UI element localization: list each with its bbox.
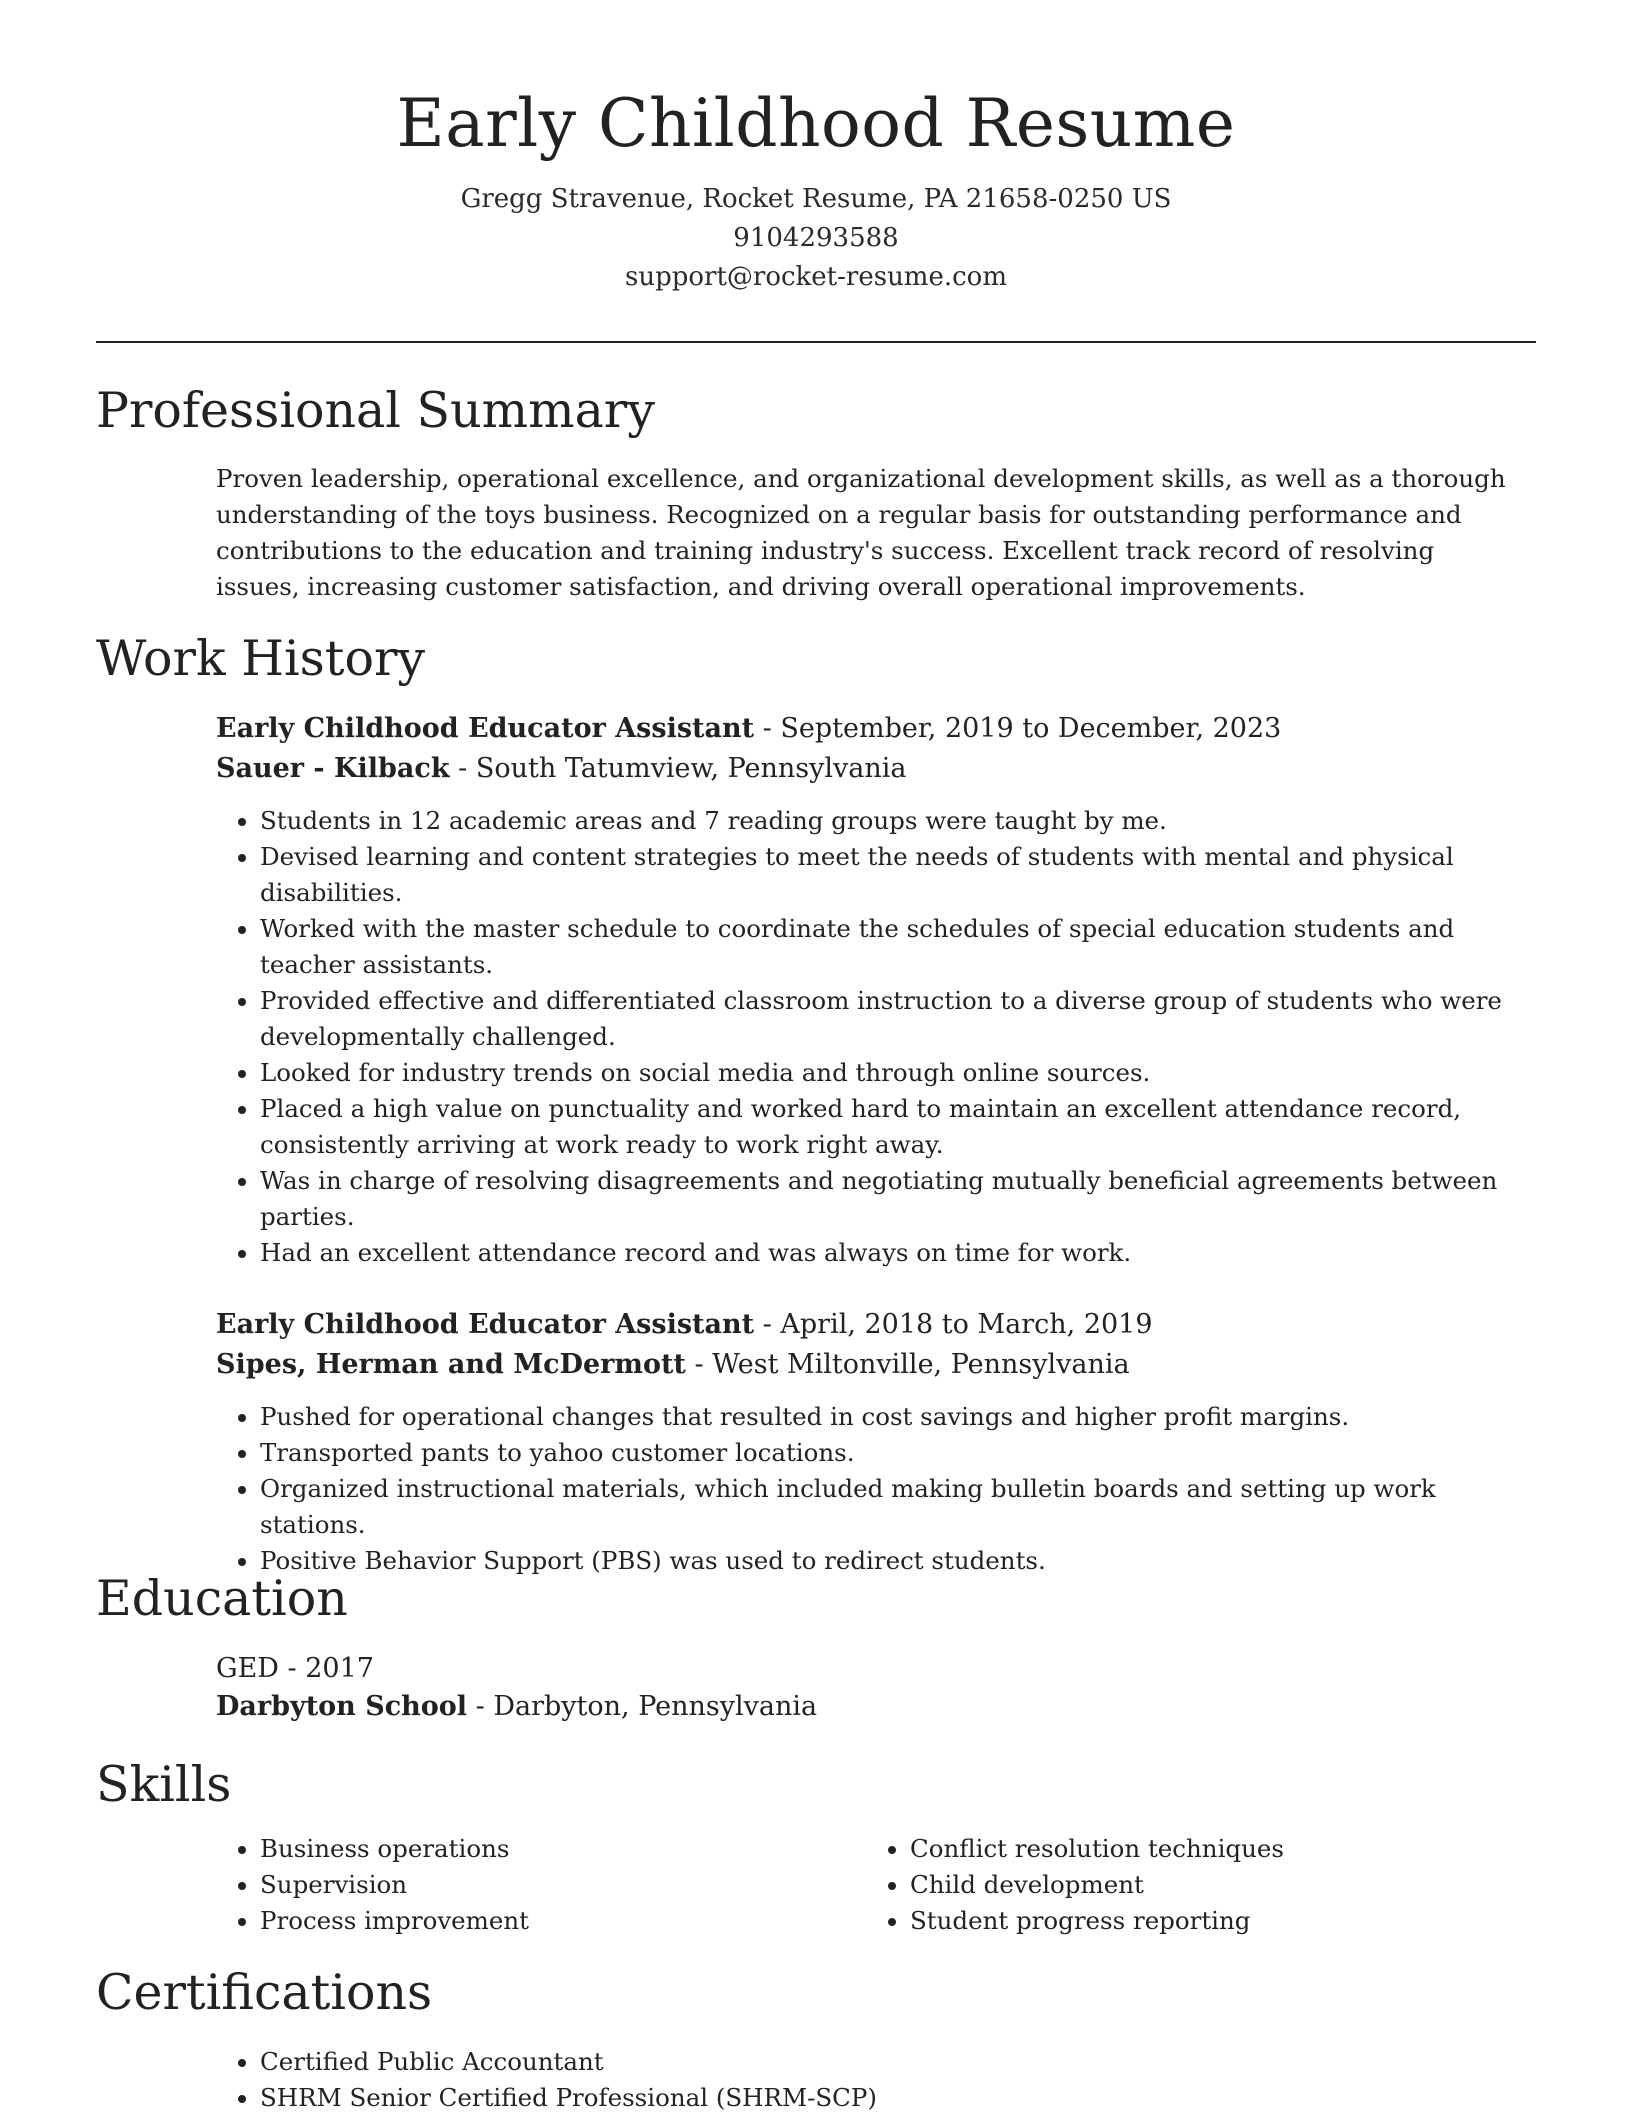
job-2-position: Early Childhood Educator Assistant	[216, 1309, 755, 1340]
list-item: • Looked for industry trends on social media and through online sources.	[260, 1055, 1506, 1091]
skills-left-column	[216, 1831, 856, 1939]
list-item: • Students in 12 academic areas and 7 reading groups were taught by me.	[260, 803, 1506, 839]
list-item: • Placed a high value on punctuality and worked hard to maintain an excellent attendance record, consistently arriving at work ready to work right away.	[260, 1091, 1506, 1163]
contact-address: Gregg Stravenue, Rocket Resume, PA 21658-0250 US	[460, 184, 1172, 214]
education-degree: GED - 2017	[216, 1653, 374, 1684]
list-item: • Worked with the master schedule to coordinate the schedules of special education students and teacher assistants.	[260, 911, 1506, 983]
list-item: • Supervision	[260, 1867, 856, 1903]
list-item: • Pushed for operational changes that resulted in cost savings and higher profit margins.	[260, 1399, 1506, 1435]
job-1-position: Early Childhood Educator Assistant	[216, 713, 755, 744]
summary-text: Proven leadership, operational excellence, and organizational development skills, as well as a thorough understanding of the toys business. Recognized on a regular basis for outstanding performance and contributions to the education and training industry's success. Excellent track record of resolving issues, increasing customer satisfaction, and driving overall operational improvements.	[216, 464, 1506, 601]
job-1-title-line	[216, 709, 1516, 749]
list-item: • Transported pants to yahoo customer locations.	[260, 1435, 1506, 1471]
job-2-company: Sipes, Herman and McDermott	[216, 1349, 686, 1380]
list-item: • Devised learning and content strategies to meet the needs of students with mental and physical disabilities.	[260, 839, 1506, 911]
contact-block	[96, 180, 1536, 297]
section-title-work-history: Work History	[96, 630, 426, 687]
certifications-list	[216, 2044, 1506, 2116]
section-title-skills: Skills	[96, 1756, 232, 1813]
contact-phone: 9104293588	[733, 223, 899, 253]
list-item: • Child development	[910, 1867, 1506, 1903]
job-2-location: - West Miltonville, Pennsylvania	[685, 1349, 1130, 1380]
job-1-company: Sauer - Kilback	[216, 753, 450, 784]
section-title-summary: Professional Summary	[96, 382, 655, 439]
job-2-company-line	[216, 1345, 1516, 1385]
section-title-certifications: Certifications	[96, 1964, 433, 2021]
job-1-bullets	[216, 803, 1506, 1271]
list-item: • Process improvement	[260, 1903, 856, 1939]
list-item: • Certified Public Accountant	[260, 2044, 1506, 2080]
education-location: - Darbyton, Pennsylvania	[467, 1691, 818, 1722]
list-item: • Positive Behavior Support (PBS) was used to redirect students.	[260, 1543, 1506, 1579]
skills-right-column	[866, 1831, 1506, 1939]
header-divider	[96, 341, 1536, 343]
job-1-dates: - September, 2019 to December, 2023	[754, 713, 1282, 744]
list-item: • Was in charge of resolving disagreements and negotiating mutually beneficial agreements between parties.	[260, 1163, 1506, 1235]
job-1-location: - South Tatumview, Pennsylvania	[449, 753, 907, 784]
job-2-dates: - April, 2018 to March, 2019	[754, 1309, 1153, 1340]
list-item: • Organized instructional materials, which included making bulletin boards and setting up work stations.	[260, 1471, 1506, 1543]
education-school: Darbyton School	[216, 1691, 468, 1722]
list-item: • Conflict resolution techniques	[910, 1831, 1506, 1867]
job-2-bullets	[216, 1399, 1506, 1579]
resume-header	[96, 80, 1536, 297]
list-item: • Business operations	[260, 1831, 856, 1867]
section-title-education: Education	[96, 1570, 348, 1627]
education-school-line	[216, 1687, 1516, 1727]
list-item: • Student progress reporting	[910, 1903, 1506, 1939]
list-item: • Had an excellent attendance record and was always on time for work.	[260, 1235, 1506, 1271]
resume-name: Early Childhood Resume	[396, 85, 1236, 162]
job-1-company-line	[216, 749, 1516, 789]
list-item: • SHRM Senior Certified Professional (SHRM-SCP)	[260, 2080, 1506, 2116]
job-2-title-line	[216, 1305, 1516, 1345]
contact-email: support@rocket-resume.com	[624, 262, 1007, 292]
list-item: • Provided effective and differentiated classroom instruction to a diverse group of students who were developmentally challenged.	[260, 983, 1506, 1055]
